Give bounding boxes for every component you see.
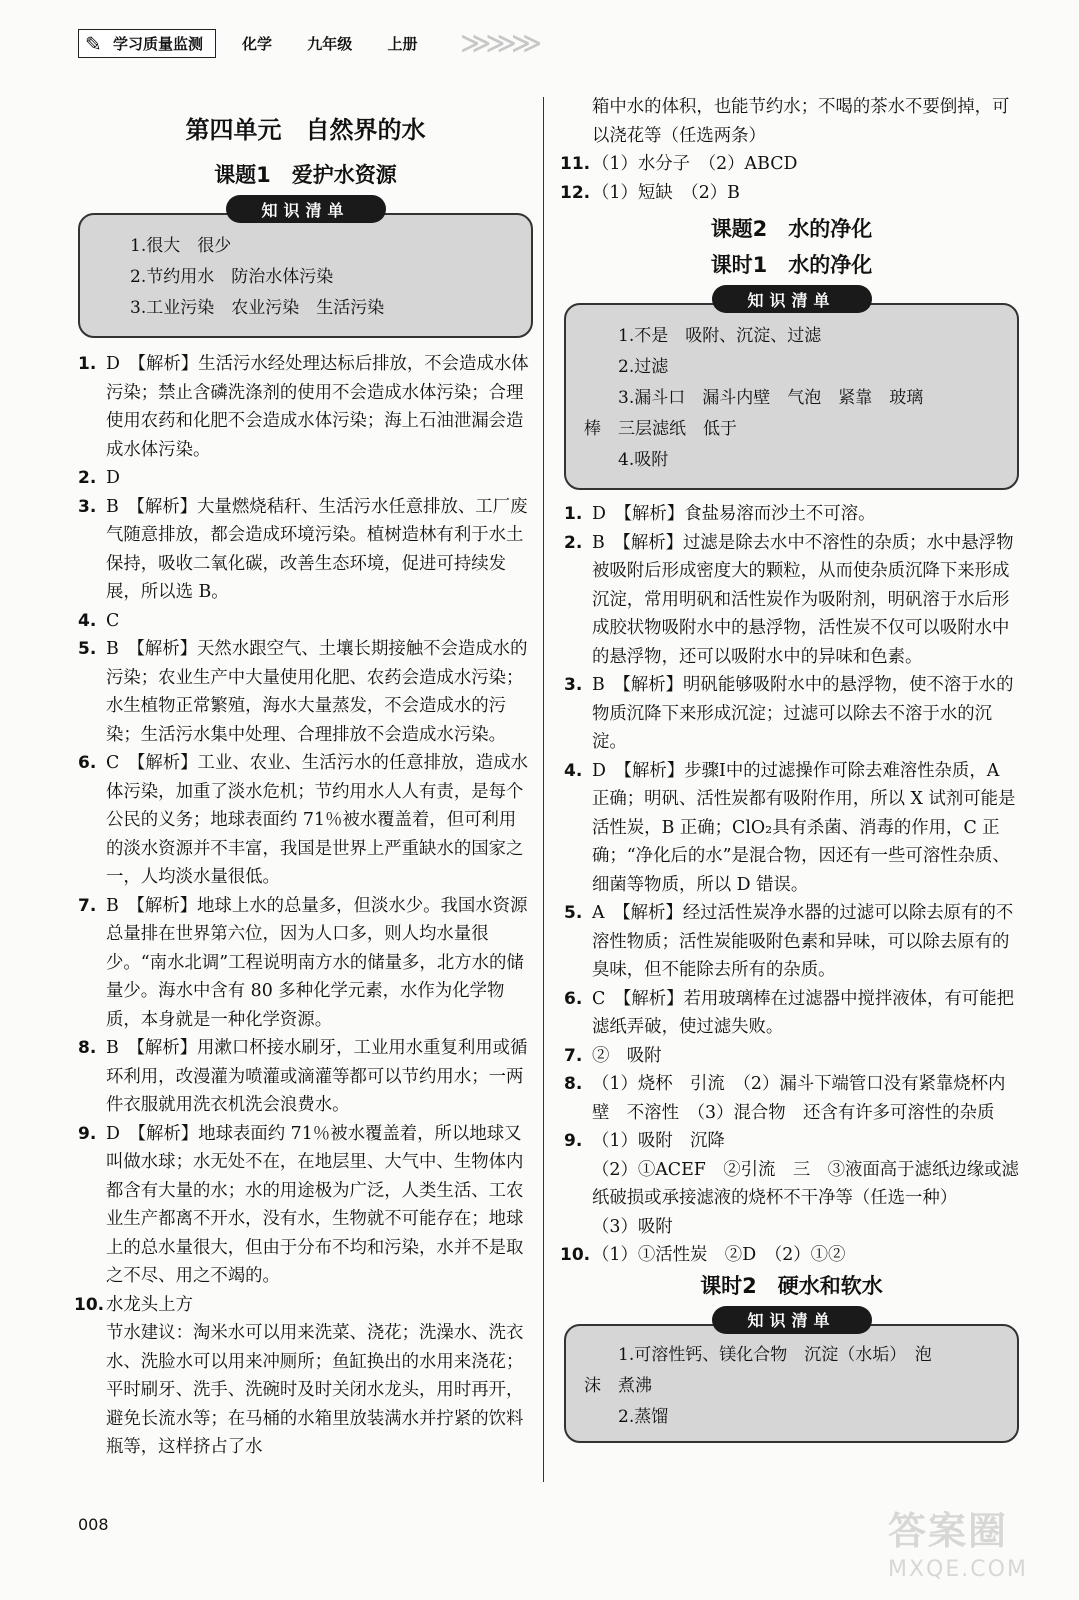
- answer-number: 4.: [78, 610, 97, 631]
- answer-number: 3.: [564, 675, 583, 695]
- answer-sub: （2）①ACEF ②引流 三 ③液面高于滤纸边缘或滤纸破损或承接滤液的烧杯不干净等（任选一种）: [592, 1159, 1019, 1208]
- answer-item: [564, 500, 1019, 529]
- answer-number: 10.: [560, 1245, 591, 1265]
- volume: 上册: [387, 34, 418, 53]
- answer-text: （1）短缺 （2）B: [592, 182, 740, 203]
- knowledge-item: 棒 三层滤纸 低于: [584, 419, 737, 439]
- answer-text: B 【解析】天然水跟空气、土壤长期接触不会造成水的污染；农业生产中大量使用化肥、农药会造成水污染；水生植物正常繁殖，海水大量蒸发，不会造成水的污染；生活污水集中处理、合理排放不会造成水污染。: [106, 639, 528, 745]
- lesson2-title: 课题2 水的净化: [710, 217, 873, 241]
- watermark-text: 答案圈: [888, 1509, 1009, 1553]
- answer-10-continuation: 箱中水的体积，也能节约水；不喝的茶水不要倒掉，可以浇花等（任选两条）: [592, 97, 1010, 146]
- answer-number: 1.: [564, 504, 583, 524]
- knowledge-label: 知识清单: [226, 195, 386, 223]
- lesson-title: 课题1 爱护水资源: [214, 163, 397, 187]
- knowledge-item: 4.吸附: [618, 450, 669, 470]
- answer-number: 3.: [78, 496, 97, 517]
- series-tag: [78, 29, 216, 58]
- answer-item: [78, 635, 533, 749]
- page-number: 008: [78, 1515, 109, 1534]
- answer-text: B 【解析】过滤是除去水中不溶性的杂质；水中悬浮物被吸附后形成密度大的颗粒，从而使杂质沉降下来形成沉淀，常用明矾和活性炭作为吸附剂，明矾溶于水后形成胶状物吸附水中的悬浮物，活性炭不仅可以吸附水中的悬浮物，还可以吸附水中的异味和色素。: [592, 532, 1014, 667]
- answer-item: [78, 749, 533, 892]
- answer-number: 1.: [78, 354, 97, 374]
- answer-number: 10.: [74, 1294, 105, 1315]
- answer-item: [560, 179, 1019, 208]
- answer-text: C 【解析】若用玻璃棒在过滤器中搅拌液体，有可能把滤纸弄破，使过滤失败。: [592, 988, 1014, 1037]
- answer-number: 2.: [564, 532, 583, 553]
- knowledge-box: [78, 213, 533, 338]
- answer-number: 6.: [78, 753, 97, 773]
- answer-item: [78, 464, 533, 493]
- answer-item: [560, 150, 1019, 179]
- answer-item: [78, 493, 533, 607]
- answer-number: 12.: [560, 182, 591, 203]
- answer-item: [78, 1034, 533, 1120]
- answer-text: D: [106, 468, 120, 488]
- answer-number: 4.: [564, 760, 583, 781]
- answer-item: [564, 671, 1019, 757]
- column-divider: [543, 97, 544, 1482]
- knowledge-box: [564, 303, 1019, 490]
- answer-number: 8.: [564, 1074, 583, 1094]
- answer-item: [78, 350, 533, 464]
- answer-number: 8.: [78, 1038, 97, 1058]
- watermark-url: MXQE.COM: [888, 1557, 1028, 1582]
- answer-item: [564, 529, 1019, 672]
- unit-title: 第四单元 自然界的水: [185, 116, 426, 144]
- knowledge-item: 2.蒸馏: [618, 1406, 669, 1427]
- knowledge-box: [564, 1324, 1019, 1443]
- answer-text: C: [106, 610, 120, 631]
- answer-number: 7.: [78, 895, 97, 916]
- answer-number: 5.: [564, 903, 583, 923]
- answer-text: B 【解析】用漱口杯接水刷牙，工业用水重复利用或循环利用，改漫灌为喷灌或滴灌等都可以节约用水；一两件衣服就用洗衣机洗会浪费水。: [106, 1038, 528, 1115]
- answer-list: [74, 350, 533, 1462]
- knowledge-item: 1.可溶性钙、镁化合物 沉淀（水垢） 泡: [618, 1344, 932, 1365]
- answer-item: [564, 899, 1019, 985]
- answer-number: 7.: [564, 1045, 583, 1066]
- knowledge-item: 1.不是 吸附、沉淀、过滤: [618, 326, 822, 346]
- answer-text: A 【解析】经过活性炭净水器的过滤可以除去原有的不溶性物质；活性炭能吸附色素和异味，可以除去原有的臭味，但不能除去所有的杂质。: [592, 903, 1014, 980]
- knowledge-item: 3.工业污染 农业污染 生活污染: [130, 298, 385, 318]
- knowledge-item: 2.节约用水 防治水体污染: [130, 267, 334, 287]
- grade: 九年级: [307, 34, 353, 53]
- right-column: [560, 93, 1019, 1443]
- answer-number: 2.: [78, 468, 97, 488]
- knowledge-label: 知识清单: [712, 1306, 872, 1334]
- answer-item: [560, 1241, 1019, 1270]
- knowledge-item: 沫 煮沸: [584, 1375, 652, 1396]
- knowledge-item: 1.很大 很少: [130, 236, 232, 256]
- answer-number: 9.: [564, 1131, 583, 1151]
- answer-list-top: [560, 93, 1019, 207]
- answer-text: 水龙头上方: [106, 1294, 193, 1315]
- answer-item: [564, 985, 1019, 1042]
- answer-number: 11.: [560, 154, 591, 174]
- answer-item: [564, 1070, 1019, 1127]
- answer-text: D 【解析】生活污水经处理达标后排放，不会造成水体污染；禁止含磷洗涤剂的使用不会造成水体污染；合理使用农药和化肥不会造成水体污染；海上石油泄漏会造成水体污染。: [106, 354, 529, 460]
- answer-text: （1）①活性炭 ②D （2）①②: [592, 1245, 846, 1265]
- answer-item: [564, 1042, 1019, 1071]
- answer-sub: （3）吸附: [592, 1216, 673, 1237]
- period1-title: 课时1 水的净化: [710, 253, 873, 277]
- watermark-logo: [888, 1500, 1068, 1590]
- chevrons-decoration-icon: ≫≫≫: [460, 26, 537, 61]
- answer-text: D 【解析】步骤Ⅰ中的过滤操作可除去难溶性杂质，A 正确；明矾、活性炭都有吸附作用，所以 X 试剂可能是活性炭，B 正确；ClO₂具有杀菌、消毒的作用，C 正确；“净化后的水”是混合物，因还有一些可溶性杂质、细菌等物质，所以 D 错误。: [592, 760, 1016, 895]
- answer-text: D 【解析】地球表面约 71％被水覆盖着，所以地球又叫做水球；水无处不在，在地层里、大气中、生物体内都含有大量的水；水的用途极为广泛，人类生活、工农业生产都离不开水，没有水，生物就不可能存在；地球上的总水量很大，但由于分布不均和污染，水并不是取之不尽、用之不竭的。: [106, 1123, 524, 1286]
- answer-10-suggestion: 节水建议：淘米水可以用来洗菜、浇花；洗澡水、洗衣水、洗脸水可以用来冲厕所；鱼缸换出的水用来浇花；平时刷牙、洗手、洗碗时及时关闭水龙头，用时再开，避免长流水等；在马桶的水箱里放装满水并拧紧的饮料瓶等，这样挤占了水: [106, 1323, 524, 1457]
- subject: 化学: [242, 34, 273, 53]
- answer-item: [74, 1291, 533, 1320]
- answer-text: （1）水分子 （2）ABCD: [592, 154, 798, 174]
- answer-text: D 【解析】食盐易溶而沙土不可溶。: [592, 504, 876, 524]
- book-meta: [242, 33, 448, 54]
- answer-text: C 【解析】工业、农业、生活污水的任意排放，造成水体污染，加重了淡水危机；节约用水人人有责，是每个公民的义务；地球表面约 71％被水覆盖着，但可利用的淡水资源并不丰富，我国是世界上严重缺水的国家之一，人均淡水量很低。: [106, 753, 528, 887]
- answer-item: [78, 892, 533, 1035]
- answer-item: [78, 607, 533, 636]
- answer-item: [564, 1127, 1019, 1156]
- answer-text: B 【解析】明矾能够吸附水中的悬浮物，使不溶于水的物质沉降下来形成沉淀；过滤可以除去不溶于水的沉淀。: [592, 675, 1014, 752]
- answer-text: B 【解析】地球上水的总量多，但淡水少。我国水资源总量排在世界第六位，因为人口多，则人均水量很少。“南水北调”工程说明南方水的储量多，北方水的储量少。海水中含有 80 多种化学元素，水作为化学物质，本身就是一种化学资源。: [106, 895, 528, 1030]
- answer-text: （1）吸附 沉降: [592, 1131, 725, 1151]
- knowledge-item: 3.漏斗口 漏斗内壁 气泡 紧靠 玻璃: [618, 388, 924, 408]
- pen-icon: ✎: [85, 31, 102, 56]
- answer-number: 5.: [78, 639, 97, 659]
- answer-item: [564, 757, 1019, 900]
- knowledge-label: 知识清单: [712, 285, 872, 313]
- answer-text: ② 吸附: [592, 1045, 662, 1066]
- period2-title: 课时2 硬水和软水: [700, 1273, 883, 1298]
- answer-number: 6.: [564, 988, 583, 1009]
- knowledge-item: 2.过滤: [618, 357, 669, 377]
- answer-item: [78, 1120, 533, 1291]
- answer-number: 9.: [78, 1123, 97, 1144]
- left-column: [74, 104, 533, 1462]
- page-header: [78, 28, 448, 58]
- answer-text: B 【解析】大量燃烧秸秆、生活污水任意排放、工厂废气随意排放，都会造成环境污染。植树造林有利于水土保持，吸收二氧化碳，改善生态环境，促进可持续发展，所以选 B。: [106, 496, 528, 602]
- answer-text: （1）烧杯 引流 （2）漏斗下端管口没有紧靠烧杯内壁 不溶性 （3）混合物 还含有许多可溶性的杂质: [592, 1074, 1006, 1123]
- answer-list: [560, 500, 1019, 1270]
- series-title: 学习质量监测: [113, 34, 204, 53]
